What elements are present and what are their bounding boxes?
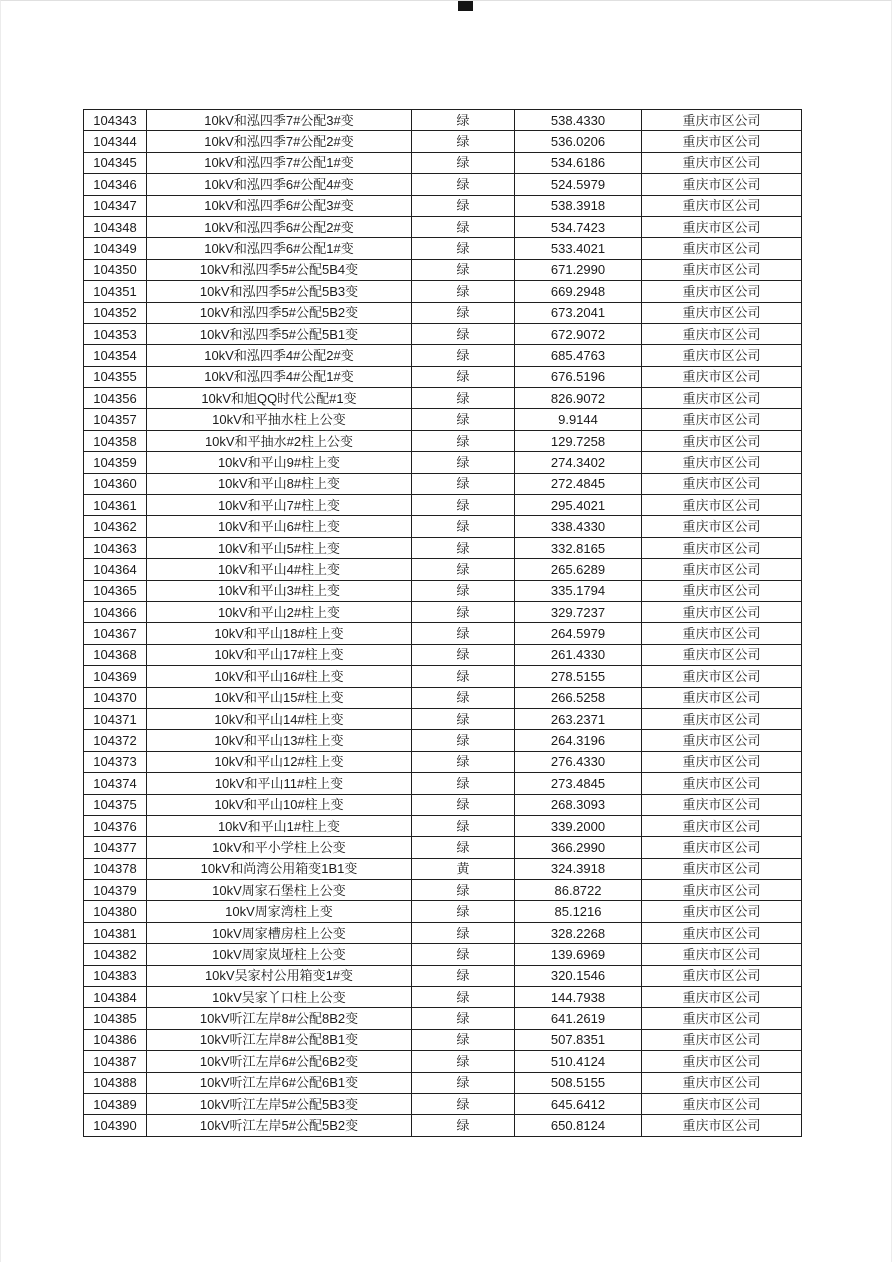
cell-name: 10kV和平山15#柱上变 bbox=[147, 687, 412, 708]
cell-name: 10kV和平山3#柱上变 bbox=[147, 580, 412, 601]
cell-name: 10kV听江左岸6#公配6B1变 bbox=[147, 1072, 412, 1093]
cell-name: 10kV和平山8#柱上变 bbox=[147, 473, 412, 494]
cell-company: 重庆市区公司 bbox=[642, 302, 802, 323]
cell-id: 104353 bbox=[84, 323, 147, 344]
cell-company: 重庆市区公司 bbox=[642, 430, 802, 451]
cell-value: 534.7423 bbox=[515, 216, 642, 237]
table-row bbox=[84, 281, 802, 302]
cell-status: 绿 bbox=[412, 965, 515, 986]
cell-name: 10kV和平山1#柱上变 bbox=[147, 815, 412, 836]
cell-id: 104365 bbox=[84, 580, 147, 601]
cell-id: 104374 bbox=[84, 773, 147, 794]
table-row bbox=[84, 302, 802, 323]
table-row bbox=[84, 516, 802, 537]
cell-status: 绿 bbox=[412, 345, 515, 366]
cell-id: 104360 bbox=[84, 473, 147, 494]
table-row bbox=[84, 152, 802, 173]
cell-value: 264.5979 bbox=[515, 623, 642, 644]
cell-value: 85.1216 bbox=[515, 901, 642, 922]
table-row bbox=[84, 195, 802, 216]
cell-value: 129.7258 bbox=[515, 430, 642, 451]
cell-value: 339.2000 bbox=[515, 815, 642, 836]
cell-status: 绿 bbox=[412, 666, 515, 687]
cell-company: 重庆市区公司 bbox=[642, 773, 802, 794]
cell-id: 104363 bbox=[84, 537, 147, 558]
cell-status: 绿 bbox=[412, 1115, 515, 1136]
cell-id: 104347 bbox=[84, 195, 147, 216]
cell-id: 104386 bbox=[84, 1029, 147, 1050]
cell-id: 104372 bbox=[84, 730, 147, 751]
table-row bbox=[84, 751, 802, 772]
cell-name: 10kV和平山7#柱上变 bbox=[147, 495, 412, 516]
cell-name: 10kV和平山16#柱上变 bbox=[147, 666, 412, 687]
table-row bbox=[84, 131, 802, 152]
table-body bbox=[84, 110, 802, 1137]
cell-name: 10kV周家槽房柱上公变 bbox=[147, 922, 412, 943]
cell-value: 335.1794 bbox=[515, 580, 642, 601]
cell-company: 重庆市区公司 bbox=[642, 794, 802, 815]
cell-name: 10kV和泓四季6#公配4#变 bbox=[147, 174, 412, 195]
cell-value: 538.3918 bbox=[515, 195, 642, 216]
cell-value: 673.2041 bbox=[515, 302, 642, 323]
cell-status: 黄 bbox=[412, 858, 515, 879]
table-row bbox=[84, 858, 802, 879]
cell-name: 10kV和平山14#柱上变 bbox=[147, 708, 412, 729]
cell-status: 绿 bbox=[412, 1029, 515, 1050]
cell-company: 重庆市区公司 bbox=[642, 708, 802, 729]
cell-status: 绿 bbox=[412, 302, 515, 323]
cell-value: 338.4330 bbox=[515, 516, 642, 537]
cell-name: 10kV和平山9#柱上变 bbox=[147, 452, 412, 473]
cell-id: 104383 bbox=[84, 965, 147, 986]
cell-status: 绿 bbox=[412, 1051, 515, 1072]
cell-company: 重庆市区公司 bbox=[642, 495, 802, 516]
cell-value: 671.2990 bbox=[515, 259, 642, 280]
cell-status: 绿 bbox=[412, 1072, 515, 1093]
cell-value: 324.3918 bbox=[515, 858, 642, 879]
cell-status: 绿 bbox=[412, 516, 515, 537]
cell-id: 104352 bbox=[84, 302, 147, 323]
table-row bbox=[84, 601, 802, 622]
table-row bbox=[84, 238, 802, 259]
cell-id: 104362 bbox=[84, 516, 147, 537]
table-row bbox=[84, 216, 802, 237]
cell-name: 10kV和泓四季5#公配5B4变 bbox=[147, 259, 412, 280]
table-row bbox=[84, 815, 802, 836]
table-row bbox=[84, 944, 802, 965]
cell-name: 10kV和泓四季5#公配5B1变 bbox=[147, 323, 412, 344]
cell-status: 绿 bbox=[412, 259, 515, 280]
cell-name: 10kV和平山5#柱上变 bbox=[147, 537, 412, 558]
cell-company: 重庆市区公司 bbox=[642, 987, 802, 1008]
cell-value: 268.3093 bbox=[515, 794, 642, 815]
cell-id: 104354 bbox=[84, 345, 147, 366]
cell-value: 264.3196 bbox=[515, 730, 642, 751]
cell-id: 104361 bbox=[84, 495, 147, 516]
cell-value: 332.8165 bbox=[515, 537, 642, 558]
cell-status: 绿 bbox=[412, 388, 515, 409]
cell-status: 绿 bbox=[412, 987, 515, 1008]
table-row bbox=[84, 901, 802, 922]
cell-company: 重庆市区公司 bbox=[642, 1115, 802, 1136]
cell-value: 366.2990 bbox=[515, 837, 642, 858]
cell-id: 104388 bbox=[84, 1072, 147, 1093]
cell-value: 273.4845 bbox=[515, 773, 642, 794]
cell-name: 10kV和泓四季5#公配5B2变 bbox=[147, 302, 412, 323]
cell-status: 绿 bbox=[412, 815, 515, 836]
cell-status: 绿 bbox=[412, 644, 515, 665]
table-row bbox=[84, 495, 802, 516]
cell-value: 328.2268 bbox=[515, 922, 642, 943]
cell-status: 绿 bbox=[412, 901, 515, 922]
cell-status: 绿 bbox=[412, 1093, 515, 1114]
table-row bbox=[84, 345, 802, 366]
cell-status: 绿 bbox=[412, 559, 515, 580]
cell-company: 重庆市区公司 bbox=[642, 537, 802, 558]
cell-value: 329.7237 bbox=[515, 601, 642, 622]
cell-status: 绿 bbox=[412, 687, 515, 708]
cell-value: 641.2619 bbox=[515, 1008, 642, 1029]
cell-name: 10kV周家湾柱上变 bbox=[147, 901, 412, 922]
table-row bbox=[84, 1051, 802, 1072]
table-row bbox=[84, 366, 802, 387]
table-row bbox=[84, 430, 802, 451]
cell-status: 绿 bbox=[412, 751, 515, 772]
table-row bbox=[84, 388, 802, 409]
cell-id: 104384 bbox=[84, 987, 147, 1008]
cell-company: 重庆市区公司 bbox=[642, 174, 802, 195]
cell-id: 104379 bbox=[84, 880, 147, 901]
cell-company: 重庆市区公司 bbox=[642, 965, 802, 986]
cell-id: 104380 bbox=[84, 901, 147, 922]
cell-id: 104348 bbox=[84, 216, 147, 237]
table-row bbox=[84, 1093, 802, 1114]
table-row bbox=[84, 666, 802, 687]
cell-name: 10kV和平山12#柱上变 bbox=[147, 751, 412, 772]
cell-name: 10kV听江左岸8#公配8B2变 bbox=[147, 1008, 412, 1029]
cell-value: 295.4021 bbox=[515, 495, 642, 516]
table-row bbox=[84, 794, 802, 815]
cell-id: 104377 bbox=[84, 837, 147, 858]
cell-company: 重庆市区公司 bbox=[642, 1072, 802, 1093]
cell-id: 104375 bbox=[84, 794, 147, 815]
cell-value: 669.2948 bbox=[515, 281, 642, 302]
cell-value: 507.8351 bbox=[515, 1029, 642, 1050]
cell-name: 10kV和平山2#柱上变 bbox=[147, 601, 412, 622]
cell-company: 重庆市区公司 bbox=[642, 644, 802, 665]
cell-name: 10kV周家石堡柱上公变 bbox=[147, 880, 412, 901]
table-row bbox=[84, 452, 802, 473]
cell-status: 绿 bbox=[412, 366, 515, 387]
cell-company: 重庆市区公司 bbox=[642, 1008, 802, 1029]
cell-id: 104349 bbox=[84, 238, 147, 259]
cell-value: 685.4763 bbox=[515, 345, 642, 366]
cell-status: 绿 bbox=[412, 837, 515, 858]
table-row bbox=[84, 880, 802, 901]
cell-company: 重庆市区公司 bbox=[642, 516, 802, 537]
cell-status: 绿 bbox=[412, 281, 515, 302]
cell-status: 绿 bbox=[412, 537, 515, 558]
table-row bbox=[84, 987, 802, 1008]
table-row bbox=[84, 259, 802, 280]
cell-company: 重庆市区公司 bbox=[642, 730, 802, 751]
cell-id: 104359 bbox=[84, 452, 147, 473]
table-row bbox=[84, 623, 802, 644]
cell-company: 重庆市区公司 bbox=[642, 901, 802, 922]
cell-company: 重庆市区公司 bbox=[642, 944, 802, 965]
cell-company: 重庆市区公司 bbox=[642, 858, 802, 879]
cell-id: 104370 bbox=[84, 687, 147, 708]
cell-name: 10kV和泓四季5#公配5B3变 bbox=[147, 281, 412, 302]
cell-company: 重庆市区公司 bbox=[642, 922, 802, 943]
cell-id: 104371 bbox=[84, 708, 147, 729]
cell-name: 10kV和尚湾公用箱变1B1变 bbox=[147, 858, 412, 879]
cell-company: 重庆市区公司 bbox=[642, 195, 802, 216]
cell-company: 重庆市区公司 bbox=[642, 751, 802, 772]
cell-id: 104350 bbox=[84, 259, 147, 280]
cell-value: 265.6289 bbox=[515, 559, 642, 580]
cell-value: 261.4330 bbox=[515, 644, 642, 665]
cell-company: 重庆市区公司 bbox=[642, 601, 802, 622]
cell-company: 重庆市区公司 bbox=[642, 666, 802, 687]
cell-name: 10kV和平抽水柱上公变 bbox=[147, 409, 412, 430]
cell-id: 104378 bbox=[84, 858, 147, 879]
cell-status: 绿 bbox=[412, 195, 515, 216]
cell-status: 绿 bbox=[412, 131, 515, 152]
table-row bbox=[84, 922, 802, 943]
cell-id: 104387 bbox=[84, 1051, 147, 1072]
cell-name: 10kV和泓四季6#公配2#变 bbox=[147, 216, 412, 237]
cell-id: 104390 bbox=[84, 1115, 147, 1136]
cell-value: 533.4021 bbox=[515, 238, 642, 259]
cell-status: 绿 bbox=[412, 1008, 515, 1029]
table-row bbox=[84, 1008, 802, 1029]
cell-value: 266.5258 bbox=[515, 687, 642, 708]
cell-status: 绿 bbox=[412, 452, 515, 473]
cell-value: 645.6412 bbox=[515, 1093, 642, 1114]
cell-company: 重庆市区公司 bbox=[642, 345, 802, 366]
cell-name: 10kV听江左岸6#公配6B2变 bbox=[147, 1051, 412, 1072]
cell-name: 10kV和泓四季6#公配1#变 bbox=[147, 238, 412, 259]
cell-status: 绿 bbox=[412, 238, 515, 259]
cell-name: 10kV吴家丫口柱上公变 bbox=[147, 987, 412, 1008]
cell-id: 104364 bbox=[84, 559, 147, 580]
cell-id: 104346 bbox=[84, 174, 147, 195]
cell-status: 绿 bbox=[412, 794, 515, 815]
cell-id: 104358 bbox=[84, 430, 147, 451]
cell-value: 508.5155 bbox=[515, 1072, 642, 1093]
cell-value: 272.4845 bbox=[515, 473, 642, 494]
cell-company: 重庆市区公司 bbox=[642, 388, 802, 409]
cell-name: 10kV和泓四季7#公配1#变 bbox=[147, 152, 412, 173]
cell-name: 10kV和平山10#柱上变 bbox=[147, 794, 412, 815]
cell-name: 10kV和泓四季7#公配3#变 bbox=[147, 110, 412, 131]
cell-id: 104356 bbox=[84, 388, 147, 409]
cell-value: 263.2371 bbox=[515, 708, 642, 729]
cell-value: 9.9144 bbox=[515, 409, 642, 430]
cell-value: 538.4330 bbox=[515, 110, 642, 131]
cell-name: 10kV和旭QQ时代公配#1变 bbox=[147, 388, 412, 409]
cell-value: 139.6969 bbox=[515, 944, 642, 965]
cell-status: 绿 bbox=[412, 430, 515, 451]
cell-name: 10kV和泓四季6#公配3#变 bbox=[147, 195, 412, 216]
cell-name: 10kV和平山11#柱上变 bbox=[147, 773, 412, 794]
cell-company: 重庆市区公司 bbox=[642, 580, 802, 601]
cell-value: 534.6186 bbox=[515, 152, 642, 173]
cell-company: 重庆市区公司 bbox=[642, 110, 802, 131]
cell-name: 10kV和泓四季7#公配2#变 bbox=[147, 131, 412, 152]
cell-value: 276.4330 bbox=[515, 751, 642, 772]
table-row bbox=[84, 174, 802, 195]
data-table bbox=[83, 109, 802, 1137]
cell-status: 绿 bbox=[412, 152, 515, 173]
cell-status: 绿 bbox=[412, 880, 515, 901]
table-row bbox=[84, 1029, 802, 1050]
cell-company: 重庆市区公司 bbox=[642, 238, 802, 259]
cell-name: 10kV听江左岸5#公配5B2变 bbox=[147, 1115, 412, 1136]
cell-id: 104355 bbox=[84, 366, 147, 387]
cell-company: 重庆市区公司 bbox=[642, 1093, 802, 1114]
top-marker bbox=[458, 1, 473, 11]
cell-status: 绿 bbox=[412, 110, 515, 131]
table-row bbox=[84, 409, 802, 430]
table-row bbox=[84, 110, 802, 131]
cell-status: 绿 bbox=[412, 580, 515, 601]
cell-status: 绿 bbox=[412, 730, 515, 751]
cell-company: 重庆市区公司 bbox=[642, 259, 802, 280]
cell-company: 重庆市区公司 bbox=[642, 366, 802, 387]
cell-company: 重庆市区公司 bbox=[642, 473, 802, 494]
table-row bbox=[84, 687, 802, 708]
cell-value: 524.5979 bbox=[515, 174, 642, 195]
cell-company: 重庆市区公司 bbox=[642, 687, 802, 708]
table-row bbox=[84, 1115, 802, 1136]
cell-id: 104382 bbox=[84, 944, 147, 965]
cell-value: 274.3402 bbox=[515, 452, 642, 473]
table-row bbox=[84, 773, 802, 794]
cell-company: 重庆市区公司 bbox=[642, 837, 802, 858]
cell-value: 650.8124 bbox=[515, 1115, 642, 1136]
cell-name: 10kV和平山13#柱上变 bbox=[147, 730, 412, 751]
cell-status: 绿 bbox=[412, 922, 515, 943]
cell-value: 536.0206 bbox=[515, 131, 642, 152]
cell-company: 重庆市区公司 bbox=[642, 1051, 802, 1072]
cell-status: 绿 bbox=[412, 708, 515, 729]
cell-company: 重庆市区公司 bbox=[642, 323, 802, 344]
cell-company: 重庆市区公司 bbox=[642, 815, 802, 836]
cell-name: 10kV和平小学柱上公变 bbox=[147, 837, 412, 858]
table-row bbox=[84, 708, 802, 729]
cell-id: 104381 bbox=[84, 922, 147, 943]
cell-company: 重庆市区公司 bbox=[642, 623, 802, 644]
cell-name: 10kV听江左岸5#公配5B3变 bbox=[147, 1093, 412, 1114]
cell-id: 104385 bbox=[84, 1008, 147, 1029]
table-row bbox=[84, 580, 802, 601]
cell-value: 278.5155 bbox=[515, 666, 642, 687]
cell-id: 104357 bbox=[84, 409, 147, 430]
cell-name: 10kV和平山6#柱上变 bbox=[147, 516, 412, 537]
cell-id: 104366 bbox=[84, 601, 147, 622]
cell-name: 10kV吴家村公用箱变1#变 bbox=[147, 965, 412, 986]
cell-id: 104389 bbox=[84, 1093, 147, 1114]
cell-company: 重庆市区公司 bbox=[642, 452, 802, 473]
cell-status: 绿 bbox=[412, 944, 515, 965]
cell-value: 510.4124 bbox=[515, 1051, 642, 1072]
cell-id: 104345 bbox=[84, 152, 147, 173]
table-row bbox=[84, 965, 802, 986]
cell-id: 104351 bbox=[84, 281, 147, 302]
table-row bbox=[84, 323, 802, 344]
cell-name: 10kV和平山4#柱上变 bbox=[147, 559, 412, 580]
cell-name: 10kV周家岚垭柱上公变 bbox=[147, 944, 412, 965]
cell-status: 绿 bbox=[412, 323, 515, 344]
cell-company: 重庆市区公司 bbox=[642, 281, 802, 302]
cell-company: 重庆市区公司 bbox=[642, 1029, 802, 1050]
table-row bbox=[84, 644, 802, 665]
cell-company: 重庆市区公司 bbox=[642, 559, 802, 580]
cell-value: 320.1546 bbox=[515, 965, 642, 986]
table-row bbox=[84, 559, 802, 580]
cell-id: 104343 bbox=[84, 110, 147, 131]
cell-id: 104368 bbox=[84, 644, 147, 665]
cell-value: 672.9072 bbox=[515, 323, 642, 344]
table-row bbox=[84, 837, 802, 858]
cell-status: 绿 bbox=[412, 473, 515, 494]
cell-id: 104369 bbox=[84, 666, 147, 687]
cell-status: 绿 bbox=[412, 773, 515, 794]
cell-name: 10kV和泓四季4#公配1#变 bbox=[147, 366, 412, 387]
cell-name: 10kV和平抽水#2柱上公变 bbox=[147, 430, 412, 451]
cell-company: 重庆市区公司 bbox=[642, 152, 802, 173]
table-row bbox=[84, 730, 802, 751]
cell-name: 10kV和平山17#柱上变 bbox=[147, 644, 412, 665]
cell-status: 绿 bbox=[412, 216, 515, 237]
cell-status: 绿 bbox=[412, 174, 515, 195]
cell-company: 重庆市区公司 bbox=[642, 216, 802, 237]
table-row bbox=[84, 1072, 802, 1093]
cell-value: 144.7938 bbox=[515, 987, 642, 1008]
table-row bbox=[84, 537, 802, 558]
cell-company: 重庆市区公司 bbox=[642, 131, 802, 152]
cell-status: 绿 bbox=[412, 409, 515, 430]
cell-status: 绿 bbox=[412, 623, 515, 644]
cell-status: 绿 bbox=[412, 495, 515, 516]
cell-id: 104344 bbox=[84, 131, 147, 152]
cell-id: 104367 bbox=[84, 623, 147, 644]
cell-name: 10kV和泓四季4#公配2#变 bbox=[147, 345, 412, 366]
cell-name: 10kV听江左岸8#公配8B1变 bbox=[147, 1029, 412, 1050]
cell-id: 104373 bbox=[84, 751, 147, 772]
cell-id: 104376 bbox=[84, 815, 147, 836]
cell-value: 86.8722 bbox=[515, 880, 642, 901]
cell-status: 绿 bbox=[412, 601, 515, 622]
cell-company: 重庆市区公司 bbox=[642, 409, 802, 430]
cell-value: 676.5196 bbox=[515, 366, 642, 387]
cell-value: 826.9072 bbox=[515, 388, 642, 409]
table-row bbox=[84, 473, 802, 494]
cell-name: 10kV和平山18#柱上变 bbox=[147, 623, 412, 644]
cell-company: 重庆市区公司 bbox=[642, 880, 802, 901]
